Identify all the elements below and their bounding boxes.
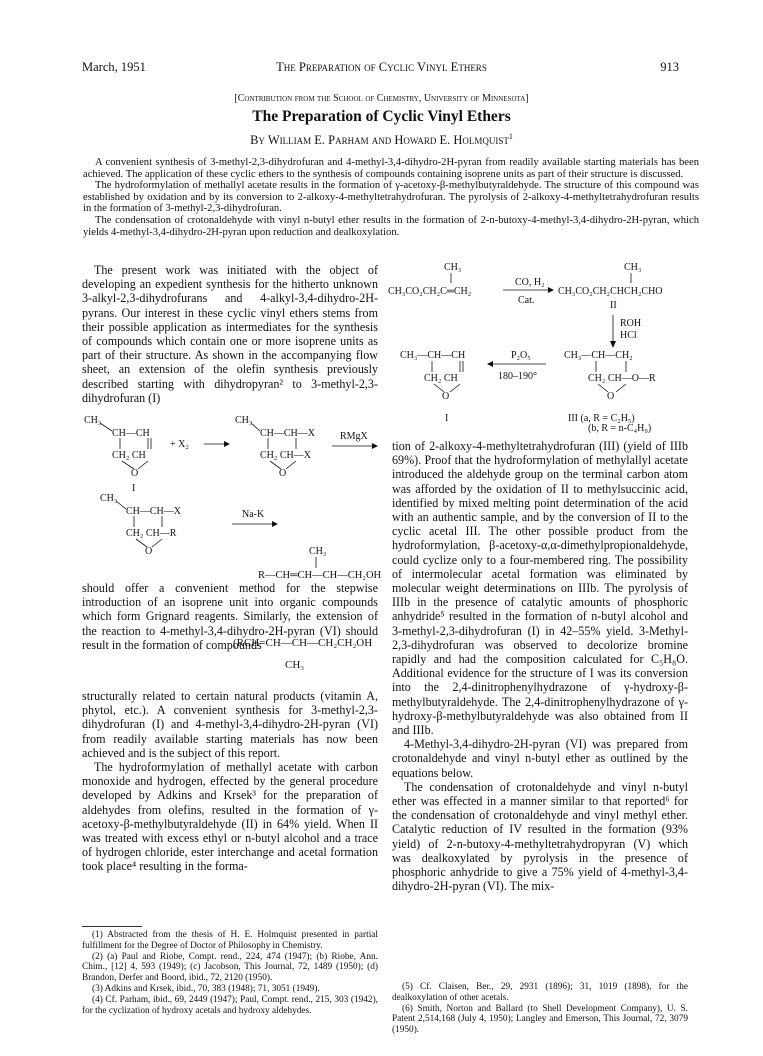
scheme-ring-left-top: CH₃—CH—CH bbox=[400, 350, 466, 361]
left-para-4: The hydroformylation of methallyl acetate with carbon monoxide and hydrogen, effected by the general procedure developed by Adkins and Krsek³ for the preparation of aldehydes from olefins, resulted in the formation of γ-acetoxy-β-methylbutyraldehyde (II) in 64% yield. When II was treated with excess ethyl or n-butyl alcohol and a trace of hydrogen chloride, ester interchange and acetal formation took place⁴ resulting in the forma- bbox=[82, 760, 378, 874]
footnote-rule-left bbox=[82, 926, 142, 927]
scheme-ring-right-o: O bbox=[607, 391, 615, 402]
inline-formula-chain: (RCH=CH—CH—CH₂CH₂OH bbox=[233, 637, 373, 649]
inline-formula-ch3: CH₃ bbox=[285, 659, 305, 671]
article-title: The Preparation of Cyclic Vinyl Ethers bbox=[252, 108, 511, 125]
scheme-rmgx: RMgX bbox=[340, 431, 368, 442]
left-flow-scheme bbox=[82, 411, 382, 581]
scheme-product: CH₃CO₂CH₂CHCH₂CHO bbox=[558, 286, 663, 297]
scheme-temp: 180–190° bbox=[498, 371, 537, 382]
scheme-roh: ROH bbox=[620, 318, 642, 329]
left-column-body-2 bbox=[82, 689, 378, 874]
scheme-reactant-methyl: CH₃ bbox=[444, 262, 462, 273]
scheme-ring-left-o: O bbox=[442, 391, 450, 402]
right-footnotes bbox=[392, 982, 688, 1036]
right-para-2: 4-Methyl-3,4-dihydro-2H-pyran (VI) was prepared from crotonaldehyde and vinyl n-butyl ether as outlined by the equations below. bbox=[392, 737, 688, 780]
header-date: March, 1951 bbox=[82, 60, 146, 74]
scheme-b-o: O bbox=[279, 468, 287, 479]
left-para-3: structurally related to certain natural products (vitamin A, phytol, etc.). A convenient synthesis for 3-methyl-2,3-dihydrofuran (I) and 4-methyl-3,4-dihydro-2H-pyran (VI) from readily available starting materials has now been achieved and is the subject of this report. bbox=[82, 689, 378, 760]
scheme-product-methyl: CH₃ bbox=[624, 262, 642, 273]
scheme-reactant: CH₃CO₂CH₂C═CH₂ bbox=[388, 286, 472, 297]
scheme-c-o: O bbox=[145, 546, 153, 557]
right-para-3: The condensation of crotonaldehyde and vinyl n-butyl ether was effected in a manner similar to that reported⁶ for the condensation of crotonaldehyde and vinyl methyl ether. Catalytic reduction of IV resulted in the formation (93% yield) of 2-n-butoxy-4-methyltetrahydropyran (V) which was dealkoxylated by pyrolysis in the presence of phosphoric anhydride to give a 75% yield of 4-methyl-3,4-dihydro-2H-pyran (VI). The mix- bbox=[392, 779, 688, 894]
footnote: (6) Smith, Norton and Ballard (to Shell Development Company), U. S. Patent 2,514,168 (July 4, 1950); Langley and Emerson, This Journal, 72, 3079 (1950). bbox=[392, 1003, 688, 1036]
scheme-a-top: CH—CH bbox=[112, 428, 150, 439]
scheme-ring-right-mid: CH₂ CH—O—R bbox=[588, 373, 656, 384]
scheme-final-ch3: CH₃ bbox=[309, 546, 327, 557]
authors bbox=[0, 132, 763, 148]
footnote: (5) Cf. Claisen, Ber., 29, 2931 (1896); 31, 1019 (1898), for the dealkoxylation of other acetals. bbox=[392, 982, 688, 1003]
scheme-cat: Cat. bbox=[518, 295, 535, 306]
scheme-c-top: CH—CH—X bbox=[126, 506, 182, 517]
scheme-nak: Na-K bbox=[242, 509, 265, 520]
footnote: (2) (a) Paul and Riobe, Compt. rend., 224, 474 (1947); (b) Riobe, Ann. Chim., [12] 4, 593 (1949); (c) Jacobson, This Journal, 72, 1489 (1950); (d) Brandon, Derfer and Boord, ibid., 72, 2120 (1950). bbox=[82, 951, 378, 984]
scheme-label-II: II bbox=[610, 300, 617, 311]
right-para-1: tion of 2-alkoxy-4-methyltetrahydrofuran (III) (yield of IIIb 69%). Proof that the hydroformylation of methylallyl acetate introduced the aldehyde group on the terminal carbon atom was afforded by the oxidation of II to methylsuccinic acid, identified by mixed melting point determination of the acid with an authentic sample, and by the conversion of II to the cyclic acetal III. The other possible product from the hydroformylation, β-acetoxy-α,α-dimethylpropionaldehyde, could cyclize only to a four-membered ring. The possibility of intermolecular acetal formation was eliminated by molecular weight determinations on IIIb. The pyrolysis of IIIb in the presence of catalytic amounts of phosphoric anhydride⁵ resulted in the formation of n-butyl alcohol and 3-methyl-2,3-dihydrofuran (I) in 42–55% yield. 3-Methyl-2,3-dihydrofuran was observed to decolorize bromine rapidly and had the composition calculated for C₅H₈O. Additional evidence for the structure of I was its conversion into the 2,4-dinitrophenylhydrazone of γ-hydroxy-β-methylbutyraldehyde. The 2,4-dinitrophenylhydrazone of γ-hydroxy-β-methylbutyraldehyde was also obtained from II and IIIb. bbox=[392, 439, 688, 738]
scheme-label-III-b: (b, R = n-C₄H₉) bbox=[588, 423, 652, 433]
scheme-label-I: I bbox=[132, 483, 136, 494]
footnote: (1) Abstracted from the thesis of H. E. Holmquist presented in partial fulfillment for the Degree of Doctor of Philosophy in Chemistry. bbox=[82, 930, 378, 951]
scheme-b-mid: CH₂ CH—X bbox=[260, 450, 311, 461]
abstract-paragraph: A convenient synthesis of 3-methyl-2,3-dihydrofuran and 4-methyl-3,4-dihydro-2H-pyran from readily available starting materials has been achieved. The application of these cyclic ethers to the synthesis of compounds containing isoprene units as part of their structure is discussed. bbox=[83, 157, 699, 180]
scheme-a-ch3: CH₃ bbox=[84, 415, 102, 426]
scheme-b-ch3: CH₃ bbox=[235, 415, 253, 426]
authors-text: By William E. Parham and Howard E. Holmquist bbox=[250, 133, 509, 148]
footnote: (4) Cf. Parham, ibid., 69, 2449 (1947); Paul, Compt. rend., 215, 303 (1942), for the cyclization of hydroxy acetals and hydroxy aldehydes. bbox=[82, 994, 378, 1016]
scheme-c-mid: CH₂ CH—R bbox=[126, 528, 177, 539]
abstract-paragraph: The hydroformylation of methallyl acetate results in the formation of γ-acetoxy-β-methylbutyraldehyde. The structure of this compound was established by oxidation and by its conversion to 2-alkoxy-4-methyltetrahydrofuran. The pyrolysis of 2-alkoxy-4-methyltetrahydrofuran results in the formation of 3-methyl-2,3-dihydrofuran. bbox=[83, 180, 699, 215]
author-footnote-mark: 1 bbox=[508, 132, 513, 141]
scheme-final-product: R—CH═CH—CH—CH₂OH bbox=[258, 570, 382, 581]
scheme-hcl: HCl bbox=[620, 330, 637, 341]
left-footnotes bbox=[82, 930, 378, 1016]
scheme-c-ch3: CH₃ bbox=[100, 493, 118, 504]
running-title: The Preparation of Cyclic Vinyl Ethers bbox=[276, 60, 487, 74]
scheme-a-o: O bbox=[131, 468, 139, 479]
scheme-x2: + X₂ bbox=[170, 439, 189, 450]
contribution-line: [Contribution from the School of Chemistry, University of Minnesota] bbox=[234, 93, 529, 104]
scheme-ring-left-mid: CH₂ CH bbox=[424, 373, 458, 384]
page-number: 913 bbox=[660, 60, 679, 74]
scheme-ring-right-top: CH₃—CH—CH₂ bbox=[564, 350, 633, 361]
right-flow-scheme bbox=[388, 258, 688, 433]
scheme-b-top: CH—CH—X bbox=[260, 428, 316, 439]
scheme-right-label-I: I bbox=[445, 413, 449, 424]
footnote: (3) Adkins and Krsek, ibid., 70, 383 (1948); 71, 3051 (1949). bbox=[92, 983, 320, 994]
left-column-intro bbox=[82, 263, 378, 405]
abstract-paragraph: The condensation of crotonaldehyde with vinyl n-butyl ether results in the formation of 2-n-butoxy-4-methyl-3,4-dihydro-2H-pyran, which yields 4-methyl-3,4-dihydro-2H-pyran upon reduction and dealkoxylation. bbox=[83, 214, 699, 238]
right-column-body bbox=[392, 439, 688, 894]
scheme-p2o5: P₂O₅ bbox=[511, 350, 531, 361]
abstract bbox=[83, 157, 699, 238]
scheme-a-mid: CH₂ CH bbox=[112, 450, 146, 461]
scheme-co-h2: CO, H₂ bbox=[515, 277, 545, 288]
left-para-1: The present work was initiated with the object of developing an expedient synthesis for the hitherto unknown 3-alkyl-2,3-dihydrofurans and 4-alkyl-3,4-dihydro-2H-pyrans. Our interest in these cyclic vinyl ethers stems from their possible application as intermediates for the synthesis of compounds which contain one or more isoprene units as part of their structure. As shown in the accompanying flow sheet, an extension of the olefin synthesis previously described starting with dihydropyran² to 3-methyl-2,3-dihydrofuran (I) bbox=[82, 263, 378, 405]
scheme-label-III: III (a, R = C₂H₅) bbox=[568, 413, 635, 424]
left-para-2: should offer a convenient method for the stepwise introduction of an isoprene unit into organic compounds which form Grignard reagents. Similarly, the extension of the reaction to 4-methyl-3,4-dihydro-2H-pyran (VI) should result in the formation of compounds bbox=[82, 581, 378, 652]
inline-formula bbox=[233, 637, 372, 671]
